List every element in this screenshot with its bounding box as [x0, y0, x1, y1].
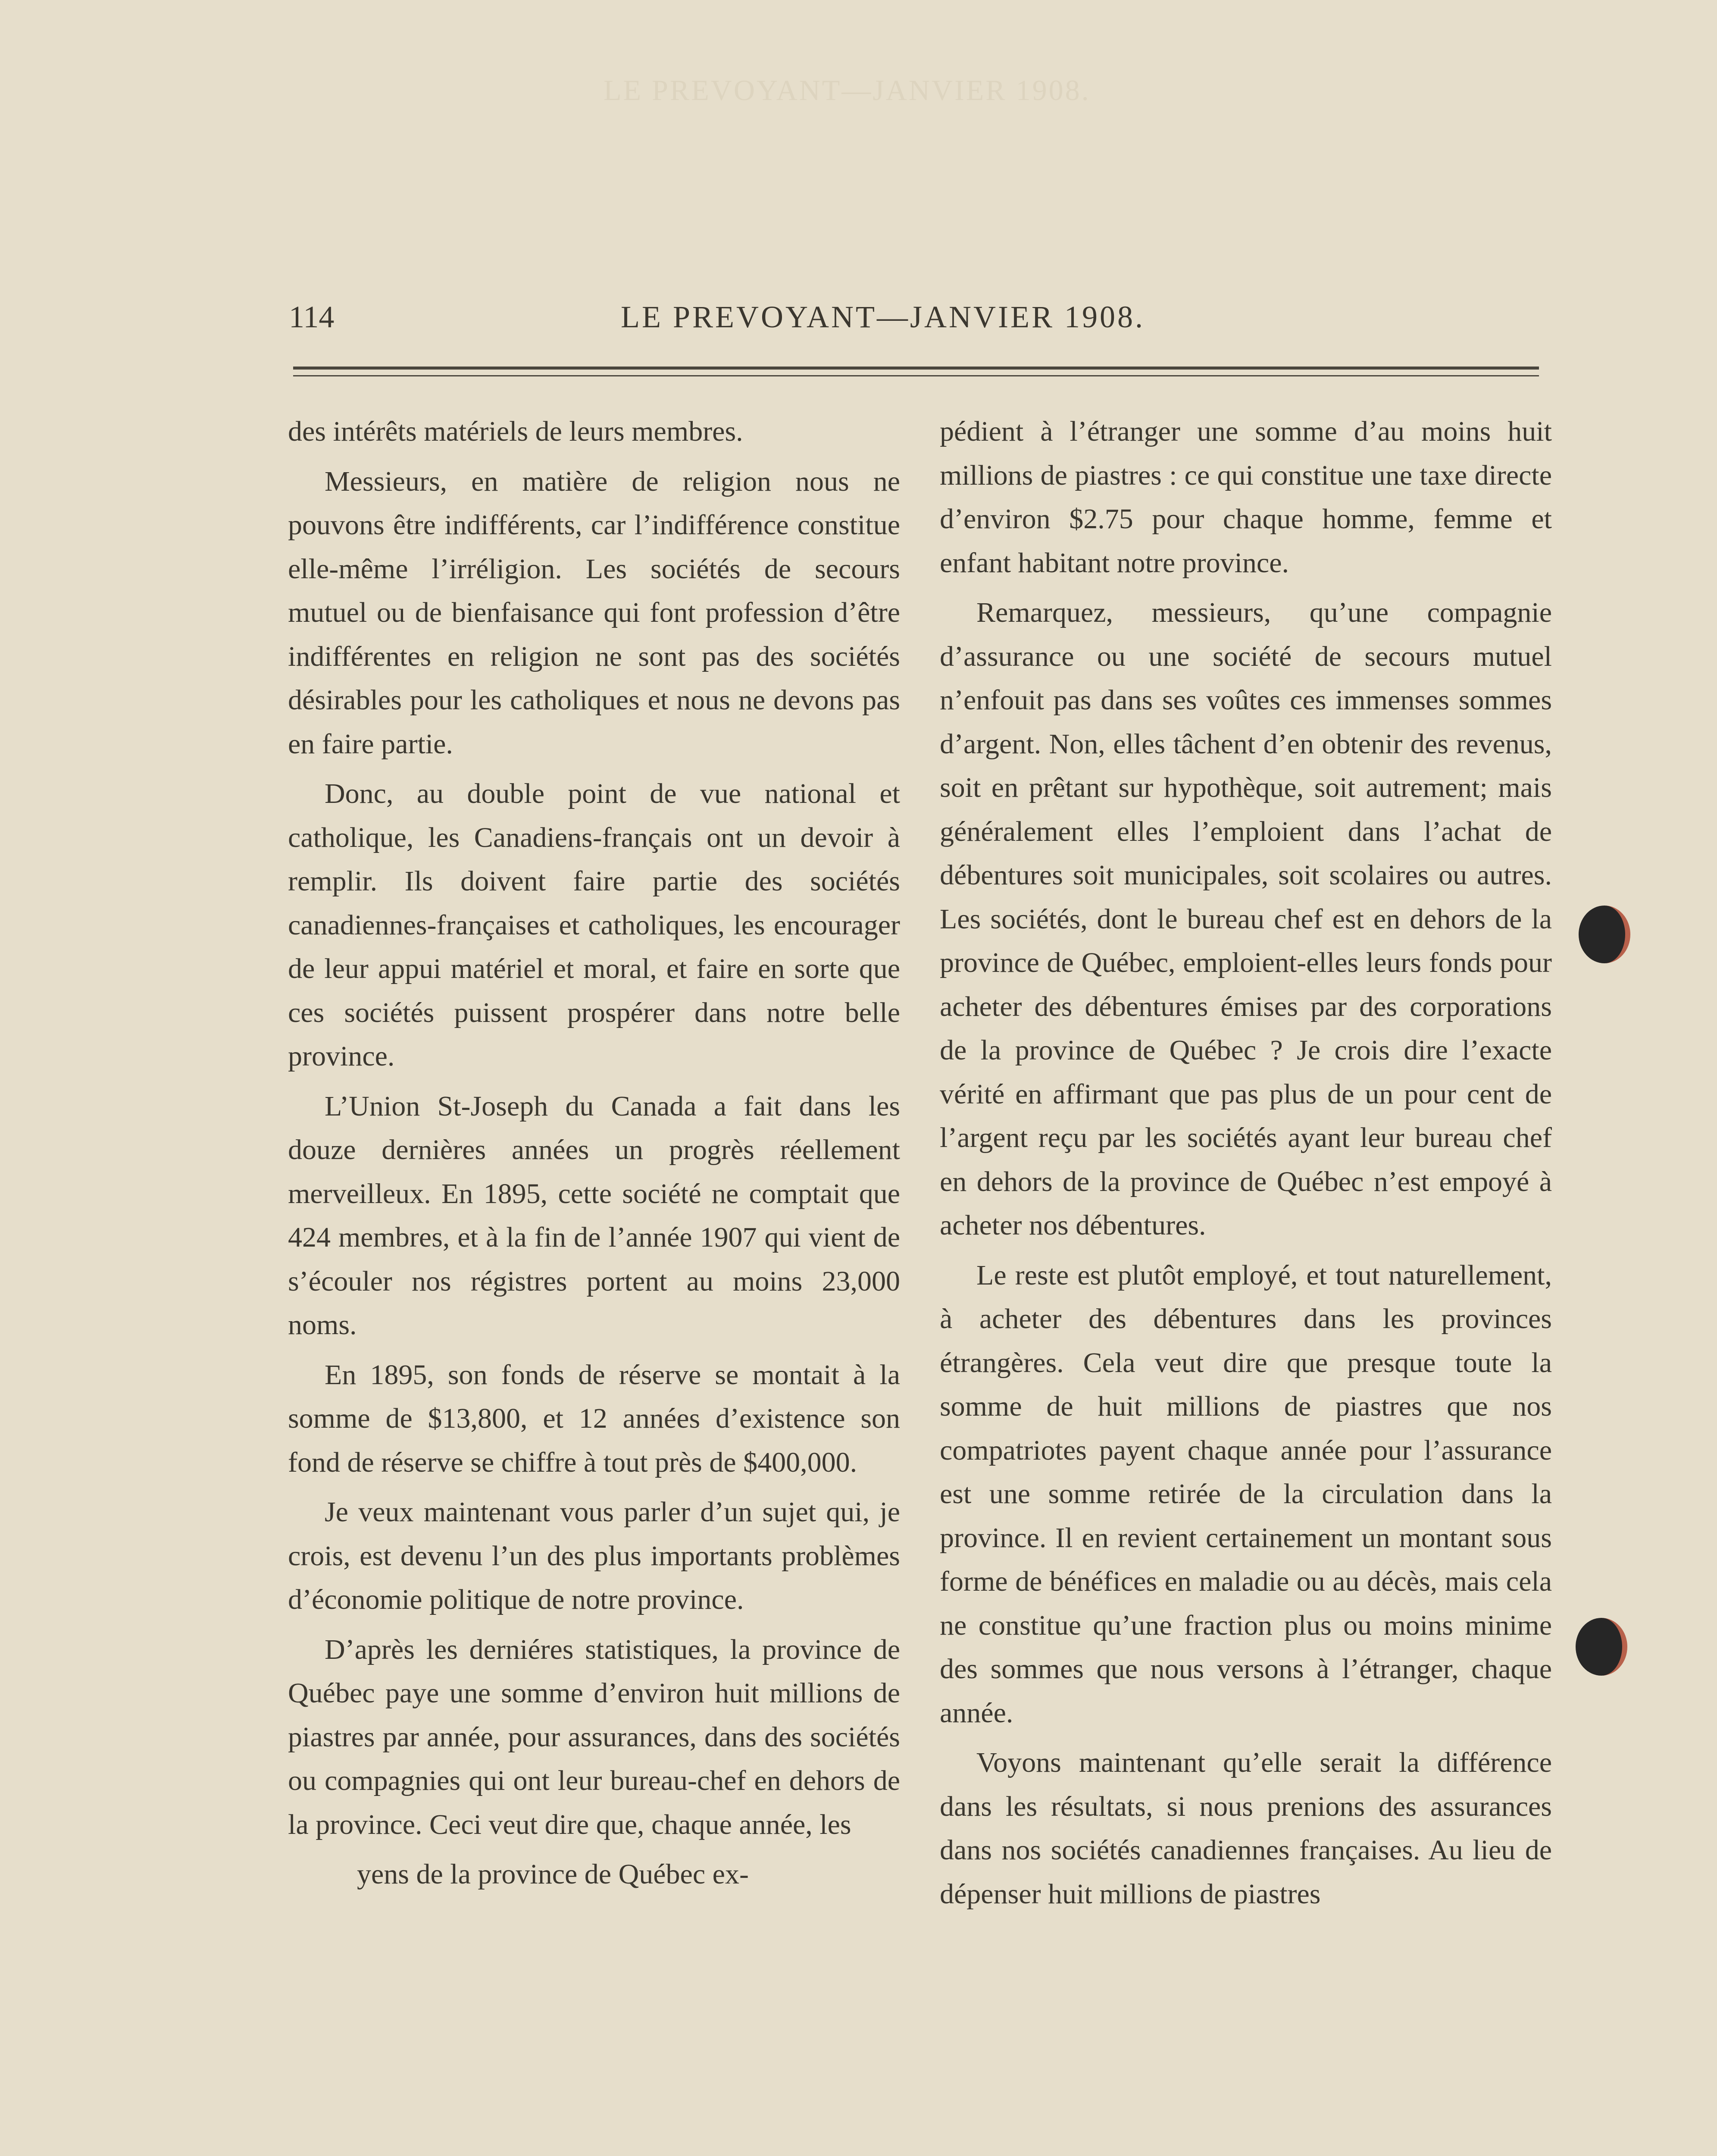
paragraph: Je veux maintenant vous parler d’un sujet qui, je crois, est devenu l’un des plus importants problèmes d’économie politique de notre province. [288, 1496, 900, 1615]
header-rule-thick [293, 367, 1539, 370]
page-header [289, 298, 1548, 336]
paragraph: Voyons maintenant qu’elle serait la différence dans les résultats, si nous prenions des assurances dans nos sociétés canadiennes françaises. Au lieu de dépenser huit millions de piastres [940, 1747, 1552, 1910]
paragraph: L’Union St-Joseph du Canada a fait dans les douze dernières années un progrès réellement merveilleux. En 1895, cette société ne comptait que 424 membres, et à la fin de l’année 1907 qui vient de s’écouler nos régistres portent au moins 23,000 noms. [288, 1090, 900, 1341]
paragraph: des intérêts matériels de leurs membres. [288, 416, 743, 447]
paragraph: Messieurs, en matière de religion nous ne pouvons être indifférents, car l’indifférence constitue elle-même l’irréligion. Les sociétés de secours mutuel ou de bienfaisance qui font profession d’être indifférentes en religion ne sont pas des sociétés désirables pour les catholiques et nous ne devons pas en faire partie. [288, 465, 900, 760]
paragraph: Donc, au double point de vue national et catholique, les Canadiens-français ont un devoir à remplir. Ils doivent faire partie des sociétés canadiennes-françaises et catholiques, les encourager de leur appui matériel et moral, et faire en sorte que ces sociétés puissent prospérer dans notre belle province. [288, 778, 900, 1072]
paragraph: D’après les derniéres statistiques, la province de Québec paye une somme d’environ huit millions de piastres par année, pour assurances, dans des sociétés ou compagnies qui ont leur bureau-chef en dehors de la province. Ceci veut dire que, chaque année, les [288, 1633, 900, 1840]
paragraph: pédient à l’étranger une somme d’au moins huit millions de piastres : ce qui constitue une taxe directe d’environ $2.75 pour chaque homme, femme et enfant habitant notre province. [940, 416, 1552, 579]
bleed-through-header: LE PREVOYANT—JANVIER 1908. [604, 74, 1091, 107]
paragraph: En 1895, son fonds de réserve se montait à la somme de $13,800, et 12 années d’existence son fond de réserve se chiffre à tout près de $400,000. [288, 1359, 900, 1478]
running-title: LE PREVOYANT—JANVIER 1908. [621, 300, 1145, 334]
punch-hole [1579, 906, 1630, 963]
punch-hole [1576, 1618, 1627, 1676]
header-rule-thin [293, 375, 1539, 376]
left-column [288, 410, 900, 1902]
paragraph: Le reste est plutôt employé, et tout naturellement, à acheter des débentures dans les provinces étrangères. Cela veut dire que presque toute la somme de huit millions de piastres que nos compatriotes payent chaque année pour l’assurance est une somme retirée de la circulation dans la province. Il en revient certainement un montant sous forme de bénéfices en maladie ou au décès, mais cela ne constitue qu’une fraction plus ou moins minime des sommes que nous versons à l’étranger, chaque année. [940, 1259, 1552, 1729]
paragraph: Remarquez, messieurs, qu’une compagnie d’assurance ou une société de secours mutuel n’enfouit pas dans ses voûtes ces immenses sommes d’argent. Non, elles tâchent d’en obtenir des revenus, soit en prêtant sur hypothèque, soit autrement; mais généralement elles l’emploient dans l’achat de débentures soit municipales, soit scolaires ou autres. Les sociétés, dont le bureau chef est en dehors de la province de Québec, emploient-elles leurs fonds pour acheter des débentures émises par des corporations de la province de Québec ? Je crois dire l’exacte vérité en affirmant que pas plus de un pour cent de l’argent reçu par les sociétés ayant leur bureau chef en dehors de la province de Québec n’est empoyé à acheter nos débentures. [940, 597, 1552, 1241]
page-number: 114 [289, 300, 335, 334]
paragraph-continuation: yens de la province de Québec ex- [357, 1858, 749, 1890]
right-column [940, 410, 1552, 1922]
